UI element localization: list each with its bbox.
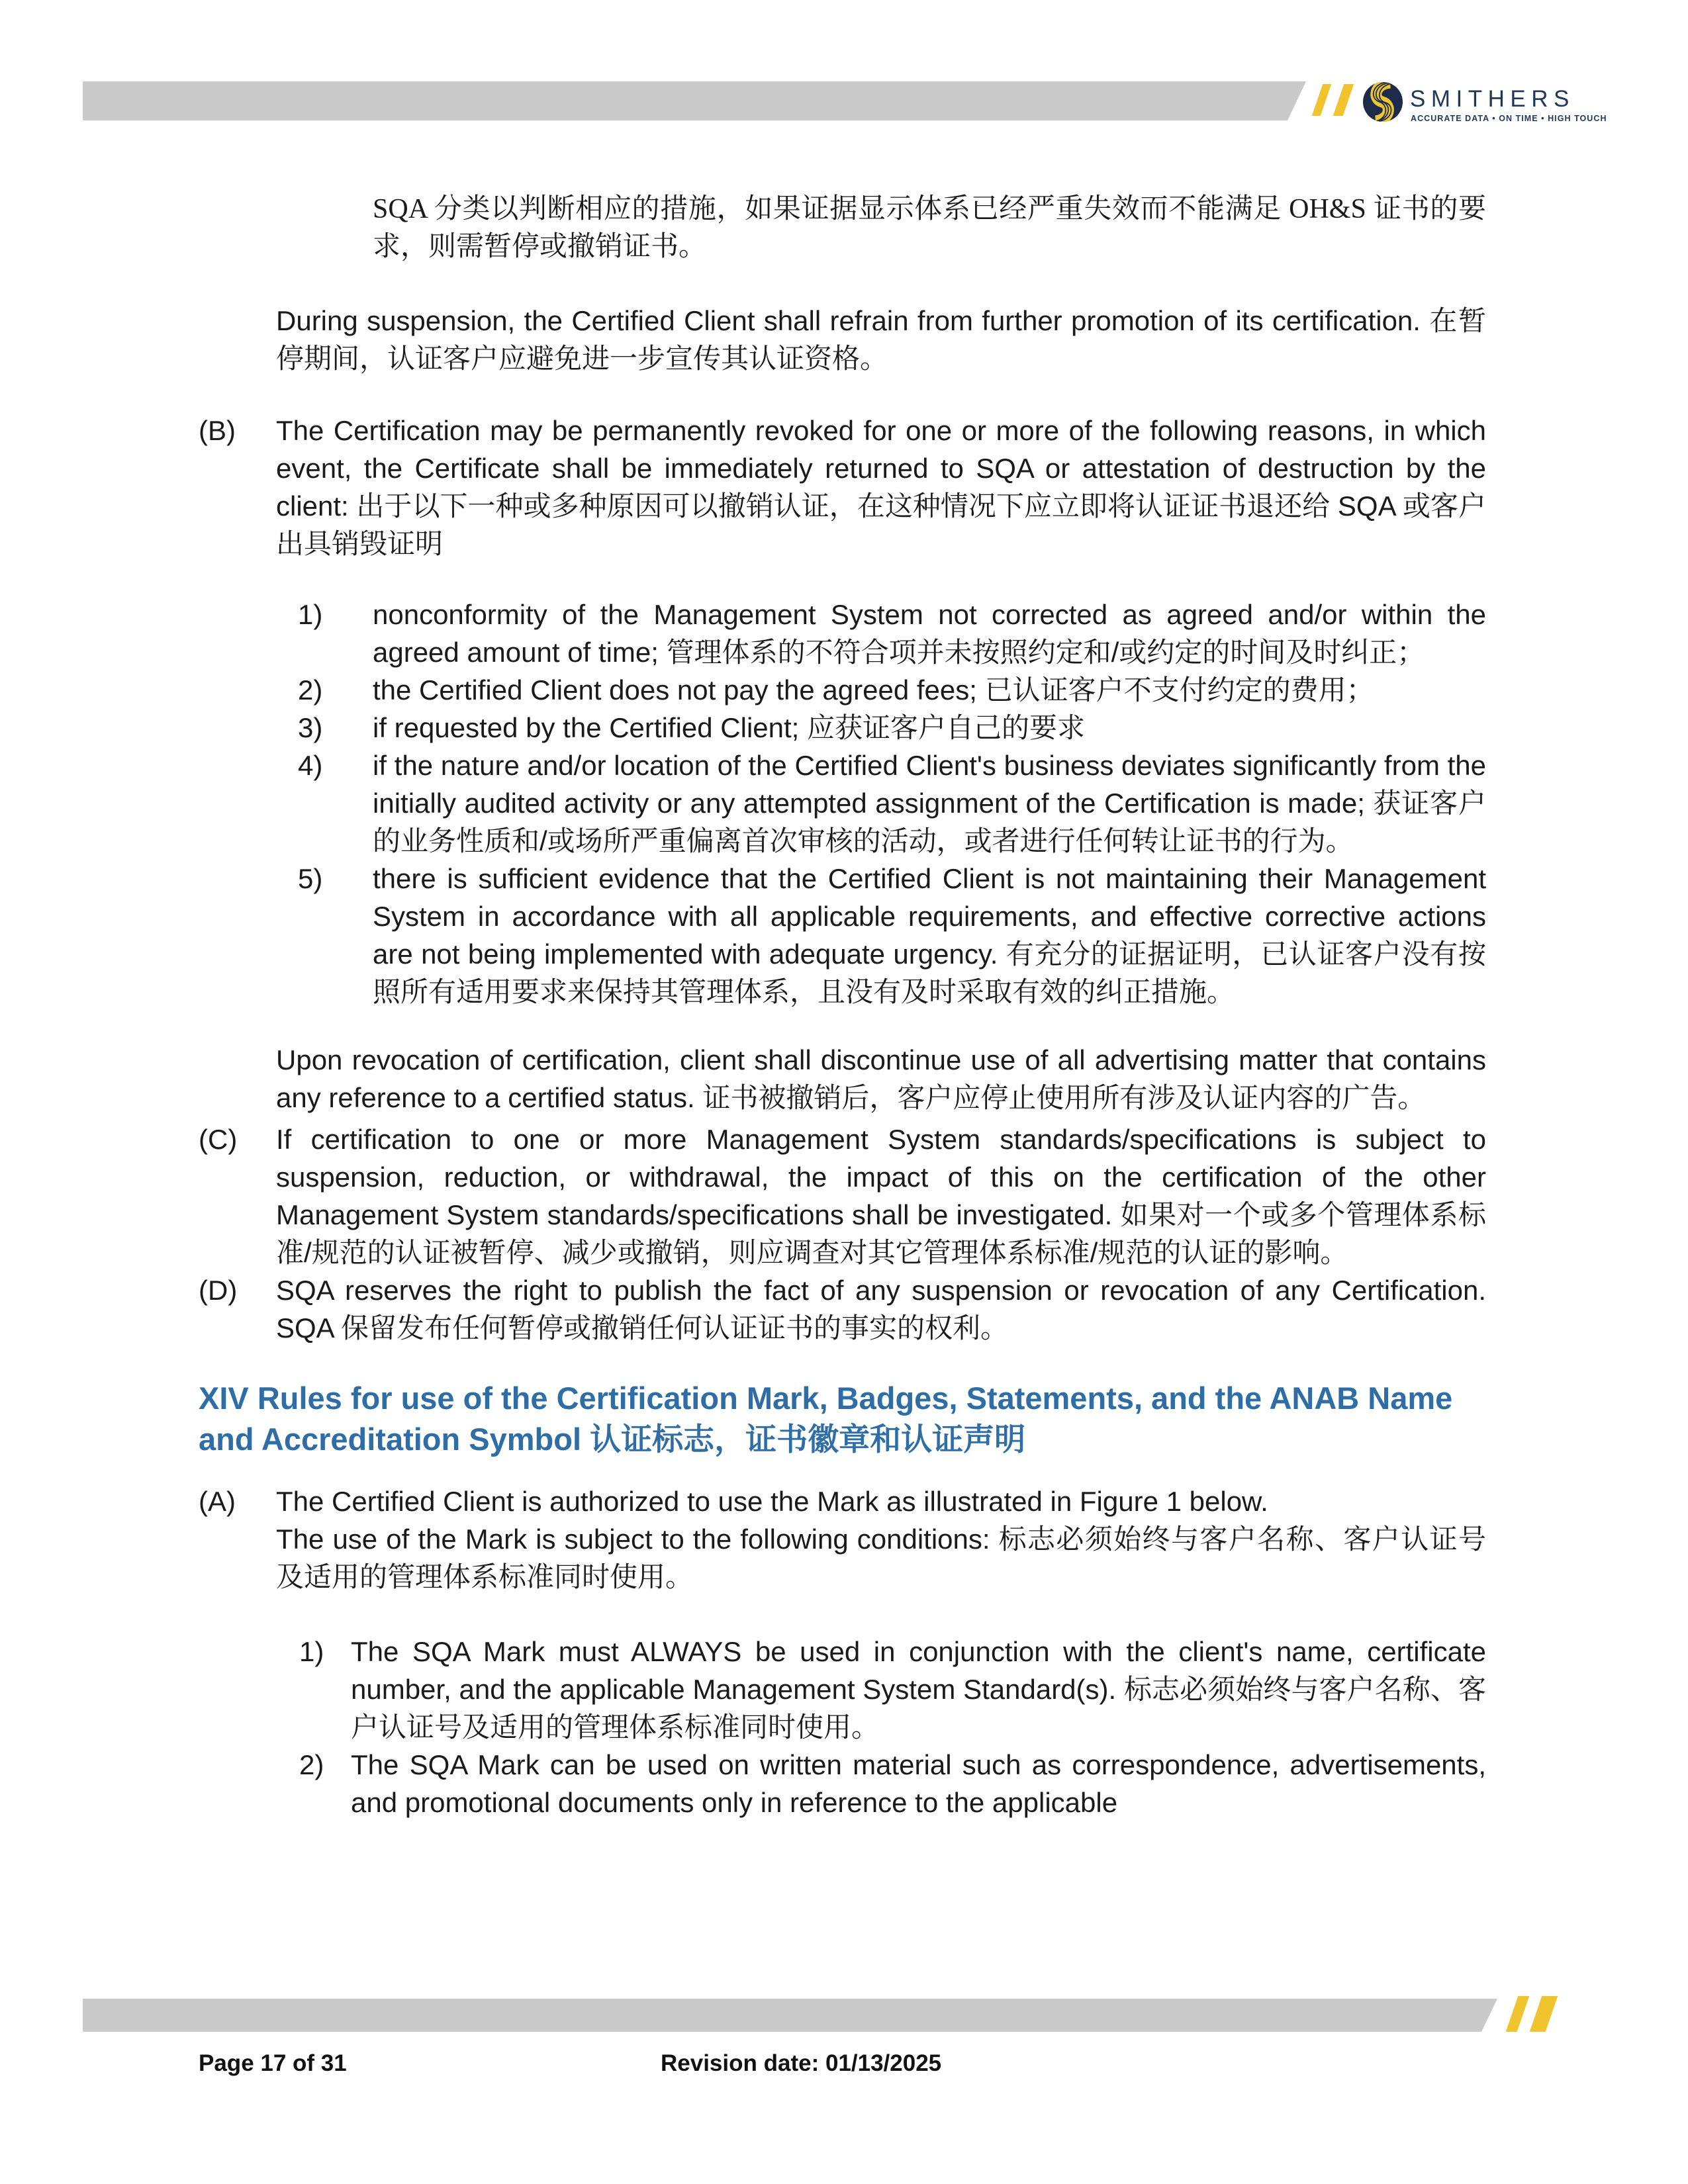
revision-date: Revision date: 01/13/2025 — [661, 2050, 942, 2076]
list-item — [298, 671, 1486, 709]
list-item — [298, 596, 1486, 671]
list-item-A — [199, 1482, 1486, 1596]
item-text: if requested by the Certified Client; 应获证客户自己的要求 — [373, 712, 1086, 743]
item-text: SQA reserves the right to publish the fact of any suspension or revocation of any Certification. SQA 保留发布任何暂停或撤销任何认证证书的事实的权利。 — [276, 1275, 1486, 1343]
item-a-line1: The Certified Client is authorized to use the Mark as illustrated in Figure 1 below. — [276, 1486, 1268, 1517]
item-number: 5) — [298, 863, 323, 894]
header-slash-icon — [1312, 84, 1332, 116]
paragraph-during-suspension: During suspension, the Certified Client shall refrain from further promotion of its certification. 在暂停期间，认证客户应避免进一步宣传其认证资格。 — [276, 305, 1486, 374]
header-slash-icon — [1333, 84, 1354, 116]
page-content — [199, 191, 1486, 1821]
list-item-C — [199, 1120, 1486, 1271]
item-text: if the nature and/or location of the Certified Client's business deviates significantly from the initially audited activity or any attempted assignment of the Certification is made; 获证客户的业务性质和/或场所严重偏离首次审核的活动，或者进行任何转让证书的行为。 — [373, 750, 1486, 856]
footer-slash-icon — [1530, 1996, 1558, 2032]
item-text: the Certified Client does not pay the agreed fees; 已认证客户不支付约定的费用； — [373, 674, 1374, 705]
brand-name: SMITHERS — [1410, 86, 1575, 112]
paragraph-upon-revocation: Upon revocation of certification, client shall discontinue use of all advertising matter that contains any reference to a certified status. 证书被撤销后，客户应停止使用所有涉及认证内容的广告。 — [276, 1044, 1486, 1113]
item-a-line2: The use of the Mark is subject to the following conditions: 标志必须始终与客户名称、客户认证号及适用的管理体系标准同时使用。 — [276, 1524, 1486, 1592]
item-text: The Certification may be permanently revoked for one or more of the following reasons, in which event, the Certificate shall be immediately returned to SQA or attestation of destruction by the client: 出于以下一种或多种原因可以撤销认证，在这种情况下应立即将认证证书退还给 SQA 或客户出具销毁证明 — [276, 415, 1486, 559]
item-label: (A) — [199, 1486, 236, 1517]
item-label: (C) — [199, 1124, 238, 1155]
list-item — [298, 747, 1486, 860]
brand-tagline: ACCURATE DATA • ON TIME • HIGH TOUCH — [1411, 114, 1607, 123]
list-item — [299, 1633, 1486, 1746]
mark-rules-list — [299, 1633, 1486, 1821]
item-text: The SQA Mark must ALWAYS be used in conjunction with the client's name, certificate number, and the applicable Management System Standard(s). 标志必须始终与客户名称、客户认证号及适用的管理体系标准同时使用。 — [351, 1636, 1486, 1743]
item-number: 2) — [299, 1749, 324, 1780]
item-text: The SQA Mark can be used on written material such as correspondence, advertisements, and promotional documents only in reference to the applicable — [351, 1749, 1486, 1818]
item-text: nonconformity of the Management System not corrected as agreed and/or within the agreed amount of time; 管理体系的不符合项并未按照约定和/或约定的时间及时纠正； — [373, 599, 1486, 668]
list-item — [299, 1746, 1486, 1821]
item-text: there is sufficient evidence that the Certified Client is not maintaining their Management System in accordance with all applicable requirements, and effective corrective actions are not being implemented with adequate urgency. 有充分的证据证明，已认证客户没有按照所有适用要求来保持其管理体系，且没有及时采取有效的纠正措施。 — [373, 863, 1486, 1007]
item-number: 1) — [299, 1636, 324, 1667]
list-item — [298, 709, 1486, 747]
item-label: (B) — [199, 415, 236, 446]
paragraph-intro: SQA 分类以判断相应的措施，如果证据显示体系已经严重失效而不能满足 OH&S 证书的要求，则需暂停或撤销证书。 — [373, 194, 1486, 262]
list-item — [298, 860, 1486, 1011]
item-number: 2) — [298, 674, 323, 705]
list-item-B — [199, 412, 1486, 563]
page-number: Page 17 of 31 — [199, 2050, 347, 2076]
footer-slash-icon — [1506, 1996, 1530, 2032]
item-text: If certification to one or more Management System standards/specifications is subject to suspension, reduction, or withdrawal, the impact of this on the certification of the other Management System standards/specifications shall be investigated. 如果对一个或多个管理体系标准/规范的认证被暂停、减少或撤销，则应调查对其它管理体系标准/规范的认证的影响。 — [276, 1124, 1486, 1268]
footer-bar — [83, 1999, 1497, 2032]
item-label: (D) — [199, 1275, 238, 1306]
item-number: 4) — [298, 750, 323, 781]
revocation-reasons-list — [298, 596, 1486, 1011]
item-number: 3) — [298, 712, 323, 743]
item-number: 1) — [298, 599, 323, 630]
section-heading-xiv: XIV Rules for use of the Certification Mark, Badges, Statements, and the ANAB Name and Accreditation Symbol 认证标志，证书徽章和认证声明 — [199, 1381, 1453, 1457]
header-bar — [83, 81, 1306, 120]
list-item-D — [199, 1271, 1486, 1347]
smithers-logo-icon — [1363, 82, 1403, 122]
item-text — [276, 1482, 1486, 1596]
